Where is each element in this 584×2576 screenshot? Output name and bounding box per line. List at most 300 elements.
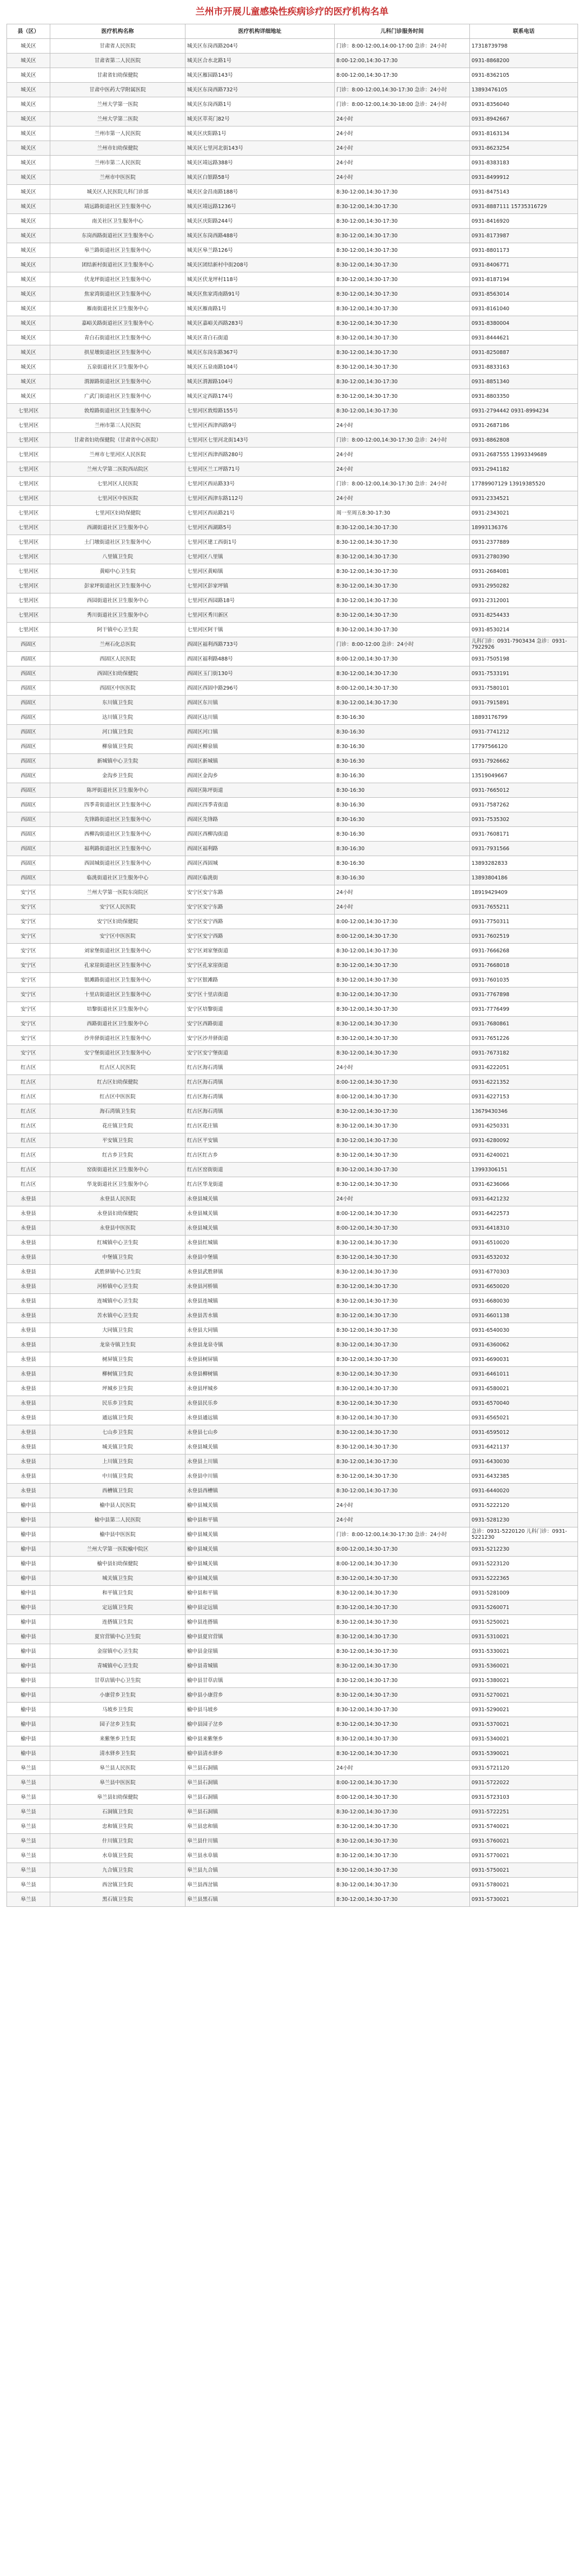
table-row [7,769,578,783]
institution-name-cell: 花庄镇卫生院 [50,1119,185,1133]
table-row [7,754,578,769]
institution-name-cell: 榆中县第二人民医院 [50,1513,185,1527]
district-cell: 七里河区 [7,623,50,637]
table-row [7,1338,578,1352]
address-cell: 城关区七里河北街143号 [185,141,335,156]
institution-name-cell: 大同镇卫生院 [50,1323,185,1338]
address-cell: 榆中县甘草店镇 [185,1673,335,1688]
table-row [7,243,578,258]
address-cell: 七里河区西津东路112号 [185,491,335,506]
district-cell: 城关区 [7,185,50,199]
table-row [7,623,578,637]
address-cell: 西固区柳泉镇 [185,739,335,754]
address-cell: 安宁区刘家堡街道 [185,944,335,958]
institution-name-cell: 城关镇卫生院 [50,1571,185,1586]
hours-cell: 24小时 [335,418,470,433]
address-cell: 榆中县青城镇 [185,1659,335,1673]
column-header-hours: 儿科门诊服务时间 [335,24,470,39]
phone-cell: 0931-2684081 [470,564,578,579]
district-cell: 西固区 [7,725,50,739]
address-cell: 红古区海石湾镇 [185,1060,335,1075]
phone-cell: 0931-5223120 [470,1557,578,1571]
table-row [7,1703,578,1717]
phone-cell: 0931-6532032 [470,1250,578,1265]
address-cell: 榆中县城关镇 [185,1498,335,1513]
institution-name-cell: 和平镇卫生院 [50,1586,185,1600]
phone-cell: 0931-8803350 [470,389,578,404]
hours-cell: 8:30-12:00,14:30-17:30 [335,1309,470,1323]
institution-name-cell: 西湖街道社区卫生服务中心 [50,520,185,535]
institution-name-cell: 八里镇卫生院 [50,550,185,564]
address-cell: 榆中县金崖镇 [185,1644,335,1659]
table-row [7,1060,578,1075]
district-cell: 永登县 [7,1454,50,1469]
address-cell: 皋兰县黑石镇 [185,1892,335,1907]
institution-name-cell: 黑石镇卫生院 [50,1892,185,1907]
hours-cell: 8:30-12:00,14:30-17:30 [335,550,470,564]
institution-name-cell: 兰州市第二人民医院 [50,156,185,170]
table-row [7,564,578,579]
phone-cell: 0931-5330021 [470,1644,578,1659]
district-cell: 安宁区 [7,900,50,915]
phone-cell: 0931-8499912 [470,170,578,185]
institution-name-cell: 西岔镇卫生院 [50,1878,185,1892]
address-cell: 七里河区西津西路280号 [185,448,335,462]
institution-name-cell: 苦水镇中心卫生院 [50,1309,185,1323]
district-cell: 安宁区 [7,944,50,958]
hours-cell: 8:30-12:00,14:30-17:30 [335,1119,470,1133]
hours-cell: 8:30-12:00,14:30-17:30 [335,1133,470,1148]
district-cell: 城关区 [7,214,50,229]
table-row [7,1557,578,1571]
table-row [7,1790,578,1805]
table-row [7,535,578,550]
phone-cell: 0931-2377889 [470,535,578,550]
institution-name-cell: 兰州大学第二医院 [50,112,185,126]
address-cell: 西固区河口镇 [185,725,335,739]
address-cell: 榆中县连搭镇 [185,1615,335,1630]
table-row [7,1192,578,1206]
hours-cell: 8:30-12:00,14:30-17:30 [335,1732,470,1746]
district-cell: 榆中县 [7,1644,50,1659]
table-row [7,1717,578,1732]
district-cell: 西固区 [7,783,50,798]
phone-cell: 0931-7926662 [470,754,578,769]
address-cell: 永登县河桥镇 [185,1279,335,1294]
phone-cell: 0931-6227153 [470,1090,578,1104]
table-row [7,1600,578,1615]
institution-name-cell: 河口镇卫生院 [50,725,185,739]
address-cell: 安宁区沙井驿街道 [185,1031,335,1046]
phone-cell: 0931-7931566 [470,842,578,856]
hours-cell: 8:30-12:00,14:30-17:30 [335,1382,470,1396]
institution-name-cell: 园子岔乡卫生院 [50,1717,185,1732]
phone-cell: 0931-7668018 [470,958,578,973]
phone-cell: 0931-5390021 [470,1746,578,1761]
institution-name-cell: 城关镇卫生院 [50,1440,185,1454]
phone-cell: 0931-5760021 [470,1834,578,1848]
hours-cell: 8:30-16:30 [335,769,470,783]
address-cell: 七里河区阿干镇 [185,623,335,637]
table-row [7,199,578,214]
institution-name-cell: 银滩路街道社区卫生服务中心 [50,973,185,987]
table-row [7,929,578,944]
hours-cell: 8:30-12:00,14:30-17:30 [335,1848,470,1863]
address-cell: 榆中县园子岔乡 [185,1717,335,1732]
institution-name-cell: 七里河区中医医院 [50,491,185,506]
table-row [7,477,578,491]
hours-cell: 8:00-12:00,14:30-17:30 [335,652,470,666]
address-cell: 七里河区西湖路5号 [185,520,335,535]
address-cell: 西固区西固中路296号 [185,681,335,696]
table-row [7,97,578,112]
phone-cell: 0931-8868200 [470,54,578,68]
hours-cell: 24小时 [335,112,470,126]
hours-cell: 8:30-12:00,14:30-17:30 [335,1323,470,1338]
hours-cell: 8:30-12:00,14:30-17:30 [335,623,470,637]
institution-name-cell: 焦家湾街道社区卫生服务中心 [50,287,185,302]
table-row [7,1352,578,1367]
institution-name-cell: 城关区人民医院儿科门诊部 [50,185,185,199]
district-cell: 安宁区 [7,1031,50,1046]
institution-name-cell: 西固城街道社区卫生服务中心 [50,856,185,871]
hours-cell: 8:30-12:00,14:30-17:30 [335,1148,470,1163]
table-row [7,345,578,360]
table-row [7,579,578,593]
table-row [7,331,578,345]
hours-cell: 8:00-12:00,14:30-17:30 [335,929,470,944]
address-cell: 永登县西槽镇 [185,1484,335,1498]
table-row [7,39,578,54]
district-cell: 榆中县 [7,1571,50,1586]
institution-name-cell: 石洞镇卫生院 [50,1805,185,1819]
institution-name-cell: 中川镇卫生院 [50,1469,185,1484]
table-row [7,944,578,958]
district-cell: 西固区 [7,769,50,783]
institution-name-cell: 皋兰路街道社区卫生服务中心 [50,243,185,258]
address-cell: 西固区临洮街 [185,871,335,885]
hours-cell: 8:30-12:00,14:30-17:30 [335,1294,470,1309]
address-cell: 安宁区培黎街道 [185,1002,335,1017]
header-row [7,24,578,39]
address-cell: 城关区东岗西路1号 [185,97,335,112]
phone-cell: 0931-6680030 [470,1294,578,1309]
institution-name-cell: 福利路街道社区卫生服务中心 [50,842,185,856]
institution-name-cell: 西固区中医医院 [50,681,185,696]
table-row [7,1367,578,1382]
phone-cell: 0931-8475143 [470,185,578,199]
address-cell: 皋兰县水阜镇 [185,1848,335,1863]
institution-name-cell: 敦煌路街道社区卫生服务中心 [50,404,185,418]
hours-cell: 8:30-12:00,14:30-17:30 [335,1659,470,1673]
hours-cell: 8:30-12:00,14:30-17:30 [335,1688,470,1703]
hours-cell: 8:30-16:30 [335,842,470,856]
address-cell: 西固区陈坪街道 [185,783,335,798]
address-cell: 永登县城关镇 [185,1206,335,1221]
column-header-institution: 医疗机构名称 [50,24,185,39]
institution-name-cell: 青城镇中心卫生院 [50,1659,185,1673]
phone-cell: 0931-5250021 [470,1615,578,1630]
district-cell: 永登县 [7,1192,50,1206]
table-row [7,915,578,929]
district-cell: 城关区 [7,272,50,287]
phone-cell: 0931-5750021 [470,1863,578,1878]
district-cell: 红古区 [7,1060,50,1075]
table-row [7,1031,578,1046]
address-cell: 皋兰县九合镇 [185,1863,335,1878]
institution-name-cell: 四季青街道社区卫生服务中心 [50,798,185,812]
phone-cell: 0931-5370021 [470,1717,578,1732]
table-row [7,1221,578,1236]
phone-cell: 0931-8530214 [470,623,578,637]
address-cell: 永登县龙泉寺镇 [185,1338,335,1352]
district-cell: 红古区 [7,1075,50,1090]
hours-cell: 24小时 [335,1060,470,1075]
phone-cell: 0931-7666268 [470,944,578,958]
district-cell: 永登县 [7,1236,50,1250]
table-row [7,1119,578,1133]
address-cell: 永登县七山乡 [185,1425,335,1440]
institution-name-cell: 水阜镇卫生院 [50,1848,185,1863]
address-cell: 城关区萃英门82号 [185,112,335,126]
institution-name-cell: 彭家坪街道社区卫生服务中心 [50,579,185,593]
district-cell: 永登县 [7,1411,50,1425]
institution-name-cell: 兰州市第一人民医院 [50,126,185,141]
hours-cell: 8:30-12:00,14:30-17:30 [335,1104,470,1119]
hours-cell: 门诊：8:00-12:00,14:30-17:30 急诊：24小时 [335,1527,470,1542]
address-cell: 榆中县夏官营镇 [185,1630,335,1644]
district-cell: 永登县 [7,1221,50,1236]
hours-cell: 8:30-12:00,14:30-17:30 [335,608,470,623]
district-cell: 西固区 [7,652,50,666]
table-row [7,491,578,506]
institution-name-cell: 团结新村街道社区卫生服务中心 [50,258,185,272]
hours-cell: 8:30-12:00,14:30-17:30 [335,1703,470,1717]
document-title: 兰州市开展儿童感染性疾病诊疗的医疗机构名单 [195,6,389,17]
phone-cell: 0931-7533191 [470,666,578,681]
phone-cell: 0931-6432385 [470,1469,578,1484]
address-cell: 城关区庆阳路244号 [185,214,335,229]
hours-cell: 8:00-12:00,14:30-17:30 [335,1206,470,1221]
table-body [7,39,578,1907]
table-row [7,404,578,418]
institution-name-cell: 夏官营镇中心卫生院 [50,1630,185,1644]
hours-cell: 8:30-12:00,14:30-17:30 [335,564,470,579]
district-cell: 永登县 [7,1265,50,1279]
table-row [7,842,578,856]
hours-cell: 8:30-12:00,14:30-17:30 [335,535,470,550]
district-cell: 榆中县 [7,1703,50,1717]
address-cell: 七里河区建工西街1号 [185,535,335,550]
hours-cell: 8:30-12:00,14:30-17:30 [335,1673,470,1688]
phone-cell: 儿科门诊：0931-7903434 急诊：0931-7922926 [470,637,578,652]
table-row [7,1819,578,1834]
phone-cell: 13893282833 [470,856,578,871]
hours-cell: 8:30-12:00,14:30-17:30 [335,1586,470,1600]
phone-cell: 13893476105 [470,83,578,97]
address-cell: 城关区靖远路388号 [185,156,335,170]
district-cell: 七里河区 [7,520,50,535]
district-cell: 七里河区 [7,404,50,418]
phone-cell: 0931-8173987 [470,229,578,243]
address-cell: 永登县城关镇 [185,1440,335,1454]
address-cell: 七里河区西站路21号 [185,506,335,520]
address-cell: 永登县连城镇 [185,1294,335,1309]
table-row [7,710,578,725]
phone-cell: 0931-6280092 [470,1133,578,1148]
institution-name-cell: 靖远路街道社区卫生服务中心 [50,199,185,214]
institution-name-cell: 榆中县人民医院 [50,1498,185,1513]
table-row [7,185,578,199]
hours-cell: 8:30-12:00,14:30-17:30 [335,1265,470,1279]
table-row [7,856,578,871]
institution-name-cell: 东岗西路街道社区卫生服务中心 [50,229,185,243]
institution-name-cell: 兰州大学第一医院 [50,97,185,112]
table-row [7,666,578,681]
hours-cell: 24小时 [335,141,470,156]
district-cell: 红古区 [7,1163,50,1177]
table-row [7,827,578,842]
address-cell: 榆中县城关镇 [185,1557,335,1571]
table-row [7,1688,578,1703]
district-cell: 西固区 [7,710,50,725]
district-cell: 皋兰县 [7,1761,50,1776]
hours-cell: 8:30-12:00,14:30-17:30 [335,1411,470,1425]
address-cell: 红古区花庄镇 [185,1119,335,1133]
table-row [7,1323,578,1338]
institution-name-cell: 榆中县中医医院 [50,1527,185,1542]
address-cell: 西固区达川镇 [185,710,335,725]
phone-cell: 0931-2343021 [470,506,578,520]
hours-cell: 8:30-12:00,14:30-17:30 [335,1484,470,1498]
hours-cell: 8:30-12:00,14:30-17:30 [335,1644,470,1659]
hours-cell: 8:30-12:00,14:30-17:30 [335,1352,470,1367]
district-cell: 永登县 [7,1484,50,1498]
address-cell: 城关区雁南路1号 [185,302,335,316]
hours-cell: 8:00-12:00,14:30-17:30 [335,1790,470,1805]
phone-cell: 0931-8362105 [470,68,578,83]
hours-cell: 8:30-12:00,14:30-17:30 [335,666,470,681]
institution-name-cell: 皋兰县人民医院 [50,1761,185,1776]
table-row [7,1848,578,1863]
phone-cell: 0931-7602519 [470,929,578,944]
address-cell: 城关区雁园路143号 [185,68,335,83]
phone-cell: 0931-5723103 [470,1790,578,1805]
phone-cell: 0931-6650020 [470,1279,578,1294]
district-cell: 七里河区 [7,608,50,623]
table-row [7,1746,578,1761]
district-cell: 皋兰县 [7,1863,50,1878]
district-cell: 城关区 [7,126,50,141]
address-cell: 皋兰县石洞镇 [185,1776,335,1790]
institution-name-cell: 红城镇中心卫生院 [50,1236,185,1250]
phone-cell: 0931-6540030 [470,1323,578,1338]
district-cell: 皋兰县 [7,1834,50,1848]
address-cell: 城关区东岗西路732号 [185,83,335,97]
district-cell: 安宁区 [7,987,50,1002]
institution-name-cell: 柳泉镇卫生院 [50,739,185,754]
district-cell: 七里河区 [7,448,50,462]
hours-cell: 门诊：8:00-12:00,14:30-18:00 急诊：24小时 [335,97,470,112]
institution-name-cell: 东川镇卫生院 [50,696,185,710]
phone-cell: 0931-6461011 [470,1367,578,1382]
institution-name-cell: 永登县妇幼保健院 [50,1206,185,1221]
phone-cell: 0931-5281009 [470,1586,578,1600]
table-row [7,1863,578,1878]
table-row [7,214,578,229]
table-row [7,1878,578,1892]
district-cell: 皋兰县 [7,1892,50,1907]
district-cell: 永登县 [7,1352,50,1367]
hours-cell: 8:30-16:30 [335,856,470,871]
phone-cell: 0931-5212230 [470,1542,578,1557]
address-cell: 永登县中川镇 [185,1469,335,1484]
phone-cell: 0931-7580101 [470,681,578,696]
institution-name-cell: 西固区妇幼保健院 [50,666,185,681]
institution-name-cell: 上川镇卫生院 [50,1454,185,1469]
table-row [7,126,578,141]
phone-cell: 0931-8250887 [470,345,578,360]
table-row [7,725,578,739]
institution-name-cell: 永登县中医医院 [50,1221,185,1236]
address-cell: 城关区焦家湾南路91号 [185,287,335,302]
hours-cell: 8:30-12:00,14:30-17:30 [335,272,470,287]
hours-cell: 门诊：8:00-12:00,14:30-17:30 急诊：24小时 [335,83,470,97]
district-cell: 安宁区 [7,929,50,944]
table-row [7,1586,578,1600]
hours-cell: 8:30-16:30 [335,725,470,739]
hours-cell: 8:00-12:00,14:30-17:30 [335,1776,470,1790]
district-cell: 皋兰县 [7,1805,50,1819]
address-cell: 永登县柳树镇 [185,1367,335,1382]
institution-name-cell: 华龙街道社区卫生服务中心 [50,1177,185,1192]
address-cell: 城关区金昌南路188号 [185,185,335,199]
phone-cell: 0931-7505198 [470,652,578,666]
phone-cell: 0931-7767898 [470,987,578,1002]
district-cell: 安宁区 [7,958,50,973]
phone-cell: 0931-7750311 [470,915,578,929]
district-cell: 红古区 [7,1177,50,1192]
institution-name-cell: 通远镇卫生院 [50,1411,185,1425]
phone-cell: 0931-7741212 [470,725,578,739]
address-cell: 榆中县城关镇 [185,1571,335,1586]
phone-cell: 0931-8416920 [470,214,578,229]
institution-name-cell: 五泉街道社区卫生服务中心 [50,360,185,375]
district-cell: 七里河区 [7,506,50,520]
hours-cell: 8:30-12:00,14:30-17:30 [335,1834,470,1848]
institution-name-cell: 刘家堡街道社区卫生服务中心 [50,944,185,958]
column-header-address: 医疗机构详细地址 [185,24,335,39]
institution-name-cell: 青白石街道社区卫生服务中心 [50,331,185,345]
hours-cell: 8:30-12:00,14:30-17:30 [335,360,470,375]
district-cell: 城关区 [7,83,50,97]
phone-cell: 0931-6421232 [470,1192,578,1206]
institution-name-cell: 兰州市七里河区人民医院 [50,448,185,462]
table-row [7,681,578,696]
address-cell: 城关区团结新村中街208号 [185,258,335,272]
address-cell: 安宁区孔家崖街道 [185,958,335,973]
hours-cell: 8:30-12:00,14:30-17:30 [335,579,470,593]
phone-cell: 0931-8383183 [470,156,578,170]
address-cell: 七里河区西站路33号 [185,477,335,491]
institution-name-cell: 新城镇中心卫生院 [50,754,185,769]
district-cell: 红古区 [7,1148,50,1163]
hours-cell: 8:30-12:00,14:30-17:30 [335,375,470,389]
phone-cell: 0931-5222120 [470,1498,578,1513]
table-row [7,958,578,973]
address-cell: 红古区华龙街道 [185,1177,335,1192]
hours-cell: 8:00-12:00,14:30-17:30 [335,1090,470,1104]
